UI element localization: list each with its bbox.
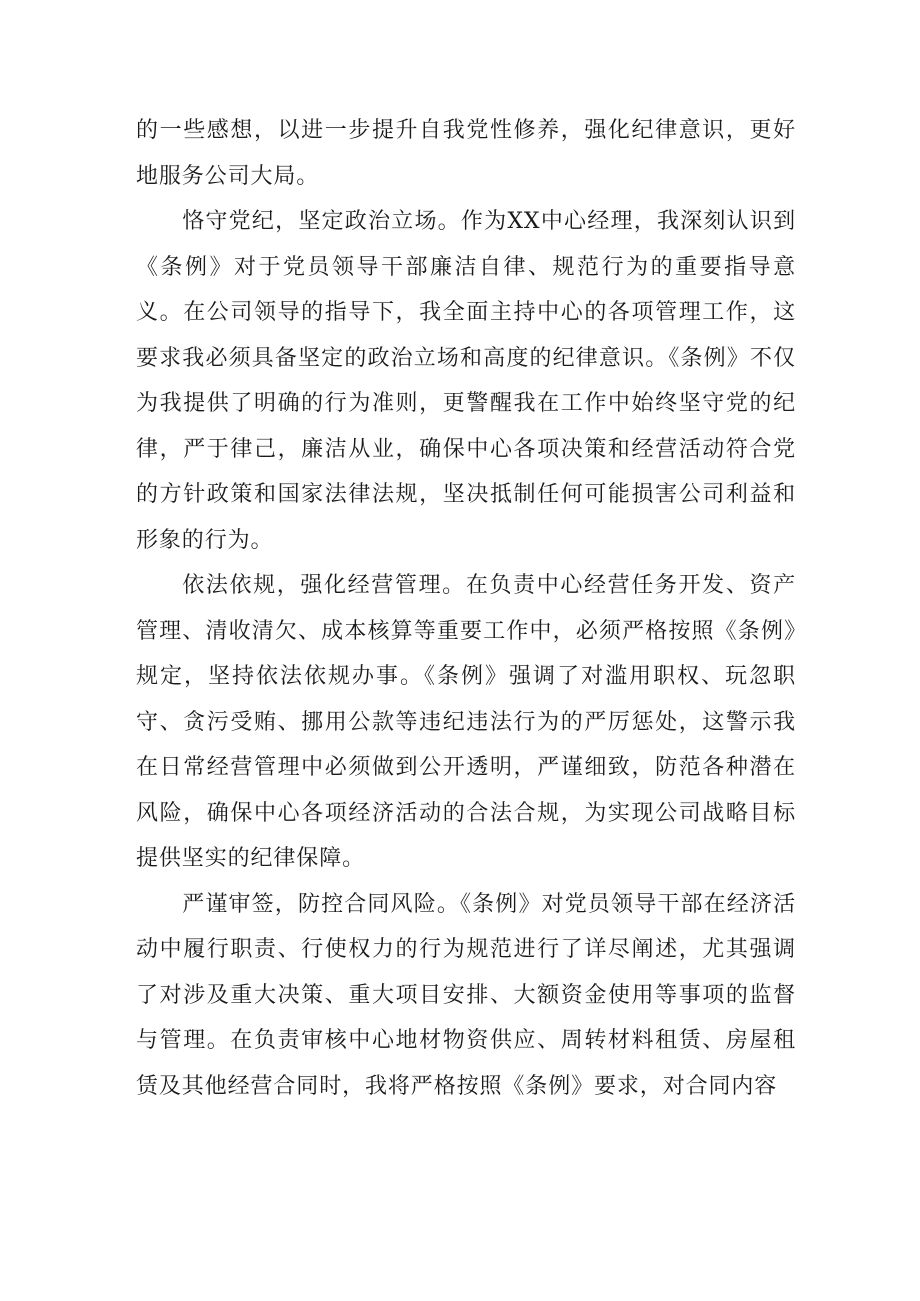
paragraph-contract-risk: 严谨审签，防控合同风险。《条例》对党员领导干部在经济活动中履行职责、行使权力的行为规范进行了详尽阐述，尤其强调了对涉及重大决策、重大项目安排、大额资金使用等事项的监督与管理。在负责审核中心地材物资供应、周转材料租赁、房屋租赁及其他经营合同时，我将严格按照《条例》要求，对合同内容 <box>136 891 796 1099</box>
paragraph-party-discipline: 恪守党纪，坚定政治立场。作为XX中心经理，我深刻认识到《条例》对于党员领导干部廉洁自律、规范行为的重要指导意义。在公司领导的指导下，我全面主持中心的各项管理工作，这要求我必须具备坚定的政治立场和高度的纪律意识。《条例》不仅为我提供了明确的行为准则，更警醒我在工作中始终坚守党的纪律，严于律己，廉洁从业，确保中心各项决策和经营活动符合党的方针政策和国家法律法规，坚决抵制任何可能损害公司利益和形象的行为。 <box>136 209 796 553</box>
document-body <box>136 108 796 1109</box>
paragraph-continuation: 的一些感想，以进一步提升自我党性修养，强化纪律意识，更好地服务公司大局。 <box>136 118 796 189</box>
paragraph-business-management: 依法依规，强化经营管理。在负责中心经营任务开发、资产管理、清收清欠、成本核算等重要工作中，必须严格按照《条例》规定，坚持依法依规办事。《条例》强调了对滥用职权、玩忽职守、贪污受贿、挪用公款等违纪违法行为的严厉惩处，这警示我在日常经营管理中必须做到公开透明，严谨细致，防范各种潜在风险，确保中心各项经济活动的合法合规，为实现公司战略目标提供坚实的纪律保障。 <box>136 573 796 871</box>
